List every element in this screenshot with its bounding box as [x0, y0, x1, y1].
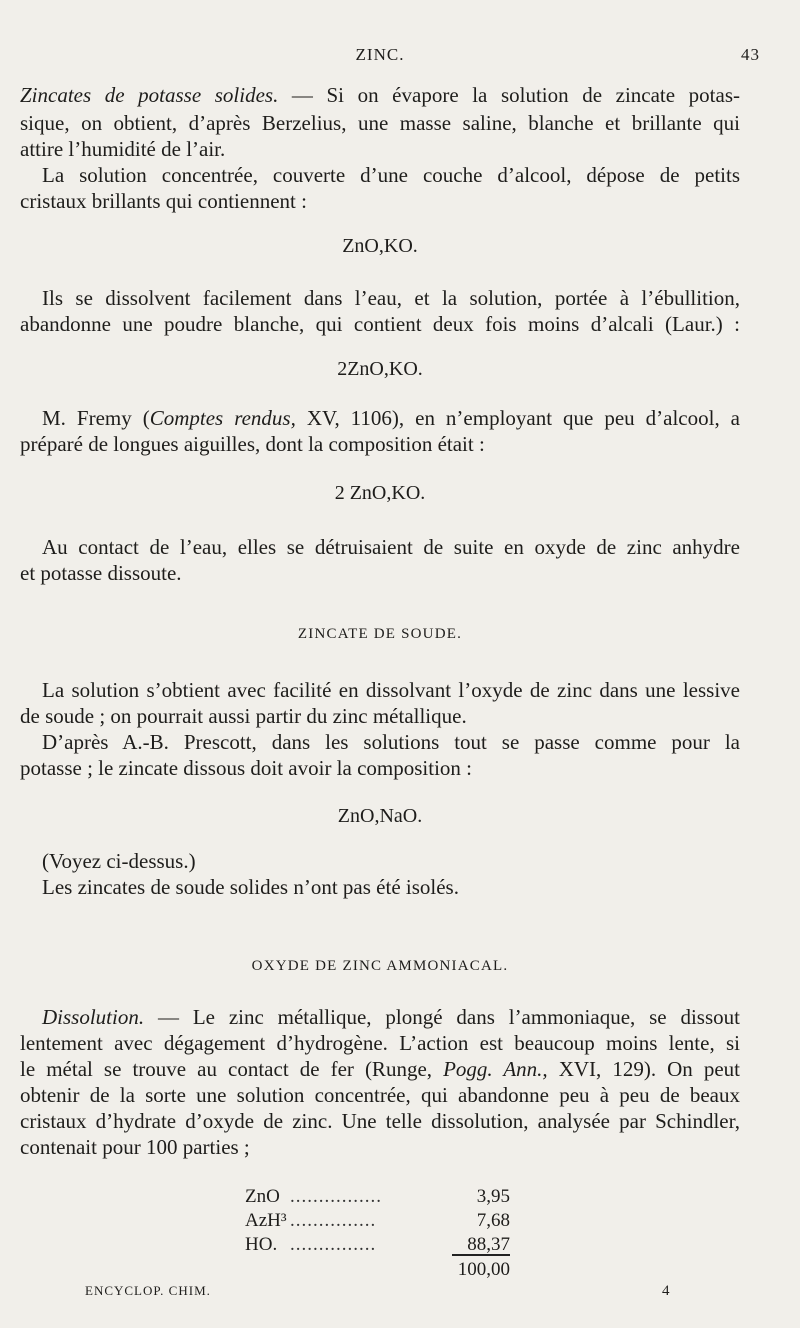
- para5-line3: D’après A.-B. Prescott, dans les solutions tout se passe comme pour la: [42, 730, 740, 754]
- total-rule: [452, 1254, 510, 1256]
- para3-line1-b: XV, 1106), en n’employant que peu d’alcool, a: [295, 406, 740, 430]
- para7-line3-a: le métal se trouve au contact de fer (Runge,: [20, 1057, 444, 1081]
- para7-line6: contenait pour 100 parties ;: [20, 1135, 250, 1159]
- para6-line2: Les zincates de soude solides n’ont pas été isolés.: [42, 875, 459, 899]
- composition-label: AzH³: [245, 1210, 287, 1231]
- para7-title: Dissolution.: [42, 1005, 145, 1029]
- para3-citation: Comptes rendus,: [149, 406, 296, 430]
- para1-title: Zincates de potasse solides.: [20, 83, 279, 107]
- composition-value: 88,37: [467, 1234, 510, 1255]
- formula-2-zno-ko: 2 ZnO,KO.: [334, 482, 426, 504]
- composition-leader: ...............: [290, 1234, 377, 1255]
- para1-line1-rest: — Si on évapore la solution de zincate potas-: [278, 83, 740, 107]
- composition-total: 100,00: [457, 1259, 510, 1280]
- composition-row: [245, 1186, 510, 1210]
- section-heading-oxyde-ammoniacal: OXYDE DE ZINC AMMONIACAL.: [251, 958, 509, 974]
- page-number: 43: [741, 45, 760, 64]
- para1-line4: La solution concentrée, couverte d’une couche d’alcool, dépose de petits: [42, 163, 740, 187]
- para3-line1: [42, 405, 740, 431]
- para2-line1: Ils se dissolvent facilement dans l’eau, et la solution, portée à l’ébullition,: [42, 286, 740, 310]
- para6-line1: (Voyez ci-dessus.): [42, 849, 196, 873]
- section-heading-zincate-soude: ZINCATE DE SOUDE.: [297, 626, 463, 642]
- para4-line2: et potasse dissoute.: [20, 561, 182, 585]
- para3-line2: préparé de longues aiguilles, dont la composition était :: [20, 432, 485, 456]
- composition-value: 7,68: [476, 1210, 510, 1231]
- para7-line3-b: XVI, 129). On peut: [547, 1057, 741, 1081]
- para7-line3: [20, 1056, 740, 1082]
- para5-line1: La solution s’obtient avec facilité en dissolvant l’oxyde de zinc dans une lessive: [42, 678, 740, 702]
- para5-line2: de soude ; on pourrait aussi partir du zinc métallique.: [20, 704, 467, 728]
- para7-citation: Pogg. Ann.,: [443, 1057, 548, 1081]
- composition-row: [245, 1210, 510, 1234]
- footer-sheet-number: 4: [662, 1283, 671, 1299]
- composition-value: 3,95: [476, 1186, 510, 1207]
- para3-line1-a: M. Fremy (: [42, 406, 150, 430]
- composition-leader: ................: [290, 1186, 382, 1207]
- para5-line4: potasse ; le zincate dissous doit avoir la composition :: [20, 756, 473, 780]
- para4-line1: Au contact de l’eau, elles se détruisaient de suite en oxyde de zinc anhydre: [42, 535, 740, 559]
- para7-line1: [42, 1004, 740, 1030]
- header-title: ZINC.: [355, 45, 405, 64]
- para1-line3: attire l’humidité de l’air.: [20, 137, 226, 161]
- formula-2zno-ko: 2ZnO,KO.: [337, 358, 423, 380]
- para7-line2: lentement avec dégagement d’hydrogène. L’action est beaucoup moins lente, si: [20, 1031, 740, 1055]
- composition-label: HO.: [245, 1234, 278, 1255]
- para2-line2: abandonne une poudre blanche, qui contient deux fois moins d’alcali (Laur.) :: [20, 312, 740, 336]
- composition-table: [245, 1186, 510, 1258]
- para7-line4: obtenir de la sorte une solution concentrée, qui abandonne peu à peu de beaux: [20, 1083, 740, 1107]
- footer-signature: ENCYCLOP. CHIM.: [85, 1283, 211, 1298]
- para7-line5: cristaux d’hydrate d’oxyde de zinc. Une telle dissolution, analysée par Schindler,: [20, 1109, 740, 1133]
- para1-line5: cristaux brillants qui contiennent :: [20, 189, 307, 213]
- para1-line2: sique, on obtient, d’après Berzelius, une masse saline, blanche et brillante qui: [20, 111, 740, 135]
- para1-line1: [20, 82, 740, 108]
- composition-leader: ...............: [290, 1210, 377, 1231]
- composition-label: ZnO: [245, 1186, 280, 1207]
- formula-zno-ko: ZnO,KO.: [342, 235, 418, 257]
- para7-line1-rest: — Le zinc métallique, plongé dans l’ammoniaque, se dissout: [144, 1005, 740, 1029]
- formula-zno-nao: ZnO,NaO.: [337, 805, 423, 827]
